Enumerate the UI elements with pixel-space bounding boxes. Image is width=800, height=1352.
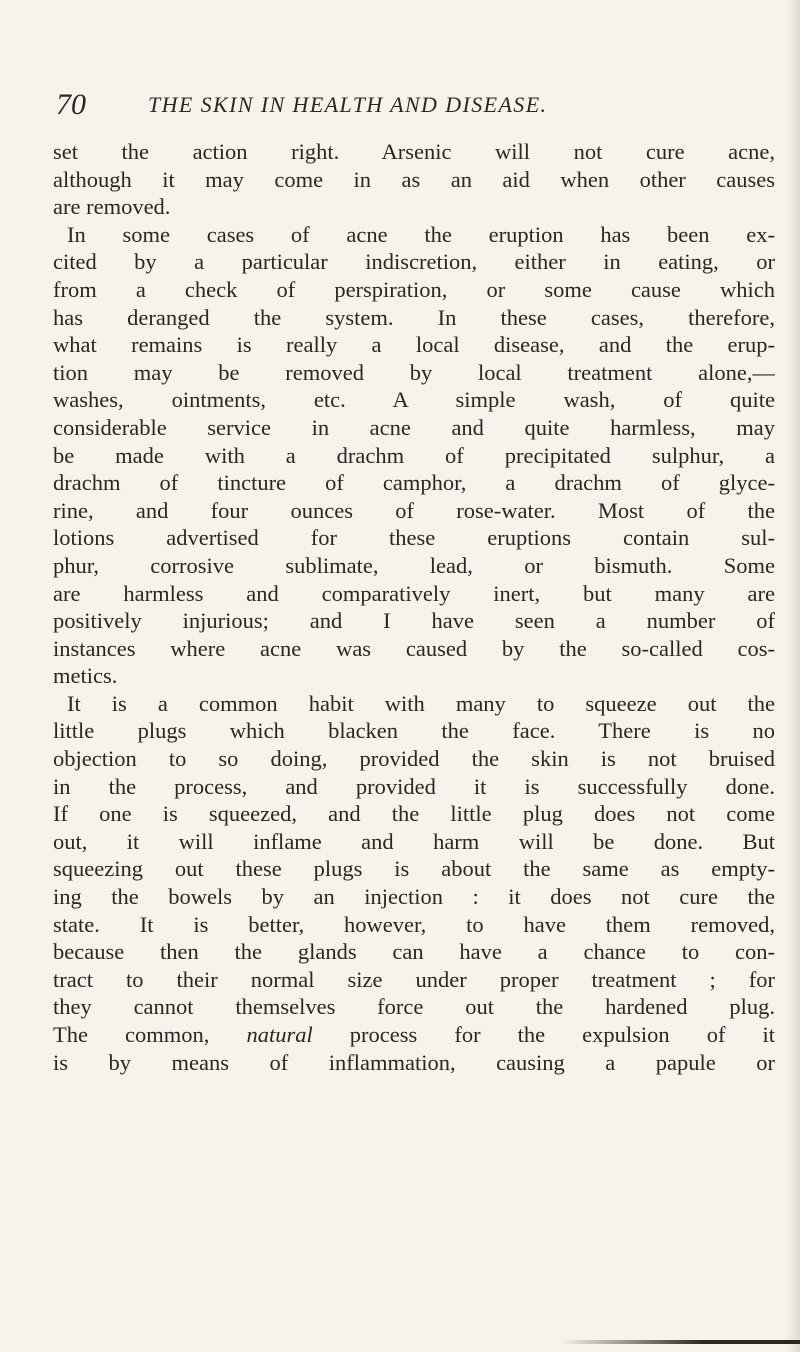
text-line: what remains is really a local disease, and the erup- xyxy=(53,332,775,358)
text-line: out, it will inflame and harm will be done. But xyxy=(53,828,775,854)
text-line: lotions advertised for these eruptions contain sul- xyxy=(53,525,775,551)
text-line: washes, ointments, etc. A simple wash, of quite xyxy=(53,387,775,413)
text-line: from a check of perspiration, or some cause which xyxy=(53,276,775,302)
text-line: drachm of tincture of camphor, a drachm of glyce- xyxy=(53,470,775,496)
italic-word: natural xyxy=(246,1022,313,1047)
text-line: rine, and four ounces of rose-water. Most of the xyxy=(53,497,775,523)
text-line-italic-phrase xyxy=(53,1021,775,1049)
running-title: THE SKIN IN HEALTH AND DISEASE. xyxy=(148,92,548,117)
text-line: little plugs which blacken the face. There is no xyxy=(53,718,775,744)
text-line: cited by a particular indiscretion, either in eating, or xyxy=(53,249,775,275)
text-line: are harmless and comparatively inert, but many are xyxy=(53,580,775,606)
text-line: they cannot themselves force out the hardened plug. xyxy=(53,994,775,1020)
text-line: tract to their normal size under proper treatment ; for xyxy=(53,966,775,992)
text-line: ing the bowels by an injection : it does not cure the xyxy=(53,884,775,910)
text-line: considerable service in acne and quite harmless, may xyxy=(53,414,775,440)
text-line: in the process, and provided it is successfully done. xyxy=(53,773,775,799)
text-line: squeezing out these plugs is about the same as empty- xyxy=(53,856,775,882)
text-line: phur, corrosive sublimate, lead, or bismuth. Some xyxy=(53,552,775,578)
text-line: because then the glands can have a chance to con- xyxy=(53,939,775,965)
page-number: 70 xyxy=(56,88,86,121)
text-line: has deranged the system. In these cases, therefore, xyxy=(53,304,775,330)
text-line: If one is squeezed, and the little plug does not come xyxy=(53,801,775,827)
text-line: set the action right. Arsenic will not cure acne, xyxy=(53,139,775,164)
text-line: is by means of inflammation, causing a papule or xyxy=(53,1049,775,1075)
page-edge-shadow xyxy=(786,0,800,1352)
text-line: are removed. xyxy=(53,194,171,220)
running-head xyxy=(56,86,756,126)
text-line: state. It is better, however, to have them removed, xyxy=(53,911,775,937)
text-line: tion may be removed by local treatment alone,— xyxy=(53,359,775,385)
text-line: It is a common habit with many to squeeze out the xyxy=(67,690,775,716)
body-text xyxy=(53,138,775,1076)
text-segment: process for the expulsion of it xyxy=(349,1022,775,1047)
text-line: although it may come in as an aid when other causes xyxy=(53,166,775,192)
text-line: instances where acne was caused by the so-called cos- xyxy=(53,635,775,661)
text-line: In some cases of acne the eruption has been ex- xyxy=(67,221,775,247)
text-line: positively injurious; and I have seen a number of xyxy=(53,608,775,634)
text-segment: The common, xyxy=(53,1022,210,1047)
text-line: metics. xyxy=(53,663,118,689)
page-bottom-edge xyxy=(560,1340,800,1344)
text-line: be made with a drachm of precipitated sulphur, a xyxy=(53,442,775,468)
text-line: objection to so doing, provided the skin is not bruised xyxy=(53,746,775,772)
